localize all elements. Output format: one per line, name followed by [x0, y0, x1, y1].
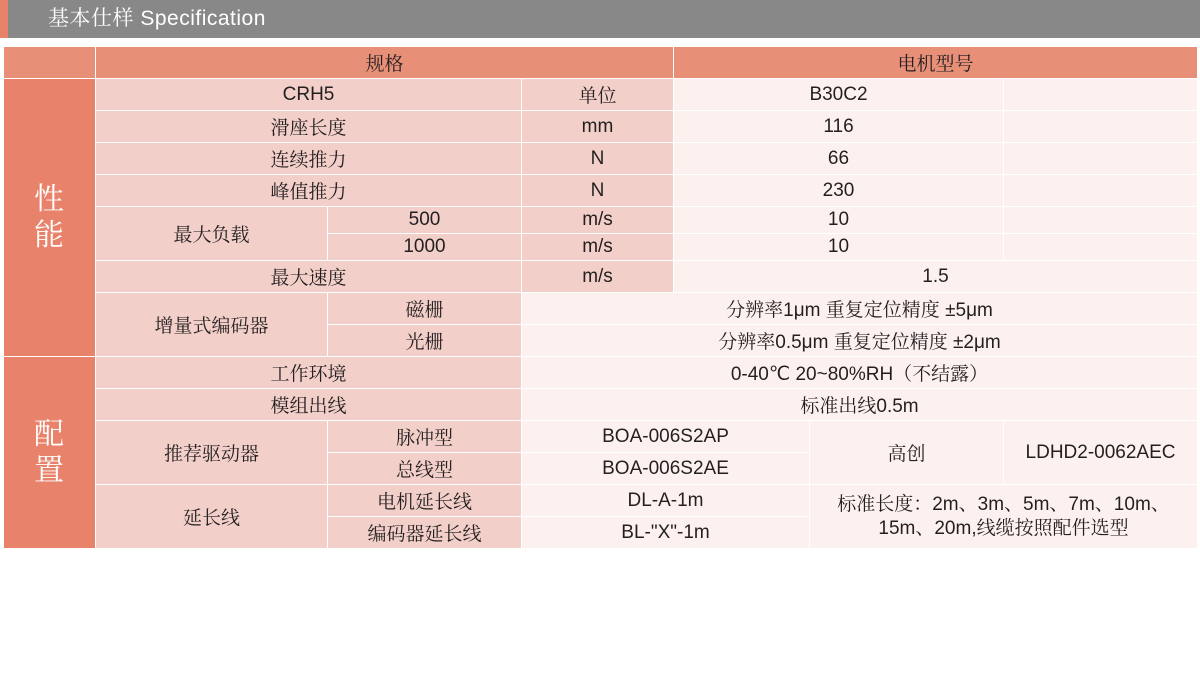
- row-value-1: BOA-006S2AP: [522, 421, 810, 453]
- row-unit: mm: [522, 111, 674, 143]
- row-value-2: [1004, 234, 1198, 261]
- table-row: [4, 175, 1198, 207]
- header-corner-cell: [4, 47, 96, 79]
- table-header-row: [4, 47, 1198, 79]
- row-value-1: BL-"X"-1m: [522, 517, 810, 549]
- group-performance-label: 性 能: [34, 183, 65, 252]
- group-performance: [4, 79, 96, 357]
- table-row: [4, 485, 1198, 517]
- specification-table: [3, 46, 1198, 549]
- row-subname: 脉冲型: [328, 421, 522, 453]
- table-row: [4, 261, 1198, 293]
- row-name: 最大负载: [96, 207, 328, 261]
- row-name: 增量式编码器: [96, 293, 328, 357]
- row-value-1: 10: [674, 234, 1004, 261]
- table-row: [4, 111, 1198, 143]
- row-value-1: 116: [674, 111, 1004, 143]
- row-name: 延长线: [96, 485, 328, 549]
- row-value-1: 66: [674, 143, 1004, 175]
- row-name: 最大速度: [96, 261, 522, 293]
- row-value-1: 1.5: [674, 261, 1198, 293]
- table-row: [4, 143, 1198, 175]
- row-value-2: [1004, 143, 1198, 175]
- row-subname: 1000: [328, 234, 522, 261]
- row-subname: 编码器延长线: [328, 517, 522, 549]
- row-name: 推荐驱动器: [96, 421, 328, 485]
- table-row: [4, 207, 1198, 234]
- row-value-1: 标准出线0.5m: [522, 389, 1198, 421]
- row-subname: 电机延长线: [328, 485, 522, 517]
- header-motor-cell: 电机型号: [674, 47, 1198, 79]
- row-subname: 总线型: [328, 453, 522, 485]
- row-subname: 光栅: [328, 325, 522, 357]
- header-spec-cell: 规格: [96, 47, 674, 79]
- table-row: [4, 389, 1198, 421]
- row-value-1: 分辨率0.5μm 重复定位精度 ±2μm: [522, 325, 1198, 357]
- row-name: CRH5: [96, 79, 522, 111]
- row-name: 连续推力: [96, 143, 522, 175]
- row-name: 工作环境: [96, 357, 522, 389]
- page-title: 基本仕样 Specification: [48, 7, 266, 30]
- table-row: [4, 79, 1198, 111]
- row-value-1: B30C2: [674, 79, 1004, 111]
- group-configuration-label: 配 置: [34, 418, 65, 487]
- row-value-2: 高创: [810, 421, 1004, 485]
- row-value-1: BOA-006S2AE: [522, 453, 810, 485]
- row-unit: m/s: [522, 234, 674, 261]
- row-value-1: 0-40℃ 20~80%RH（不结露）: [522, 357, 1198, 389]
- section-header: [0, 0, 1200, 38]
- row-name: 模组出线: [96, 389, 522, 421]
- row-unit: m/s: [522, 261, 674, 293]
- row-unit: N: [522, 143, 674, 175]
- row-value-1: DL-A-1m: [522, 485, 810, 517]
- row-unit: 单位: [522, 79, 674, 111]
- table-row: [4, 357, 1198, 389]
- row-name: 峰值推力: [96, 175, 522, 207]
- group-configuration: [4, 357, 96, 549]
- row-subname: 磁栅: [328, 293, 522, 325]
- row-value-2: 标准长度：2m、3m、5m、7m、10m、15m、20m,线缆按照配件选型: [810, 485, 1198, 549]
- row-value-2: [1004, 207, 1198, 234]
- header-accent-bar: [0, 0, 8, 38]
- row-subname: 500: [328, 207, 522, 234]
- row-value-2: [1004, 79, 1198, 111]
- row-name: 滑座长度: [96, 111, 522, 143]
- row-unit: N: [522, 175, 674, 207]
- row-unit: m/s: [522, 207, 674, 234]
- row-value-1: 分辨率1μm 重复定位精度 ±5μm: [522, 293, 1198, 325]
- row-value-1: 10: [674, 207, 1004, 234]
- row-value-1: 230: [674, 175, 1004, 207]
- row-value-2: [1004, 175, 1198, 207]
- table-row: [4, 421, 1198, 453]
- row-value-3: LDHD2-0062AEC: [1004, 421, 1198, 485]
- row-value-2: [1004, 111, 1198, 143]
- table-row: [4, 293, 1198, 325]
